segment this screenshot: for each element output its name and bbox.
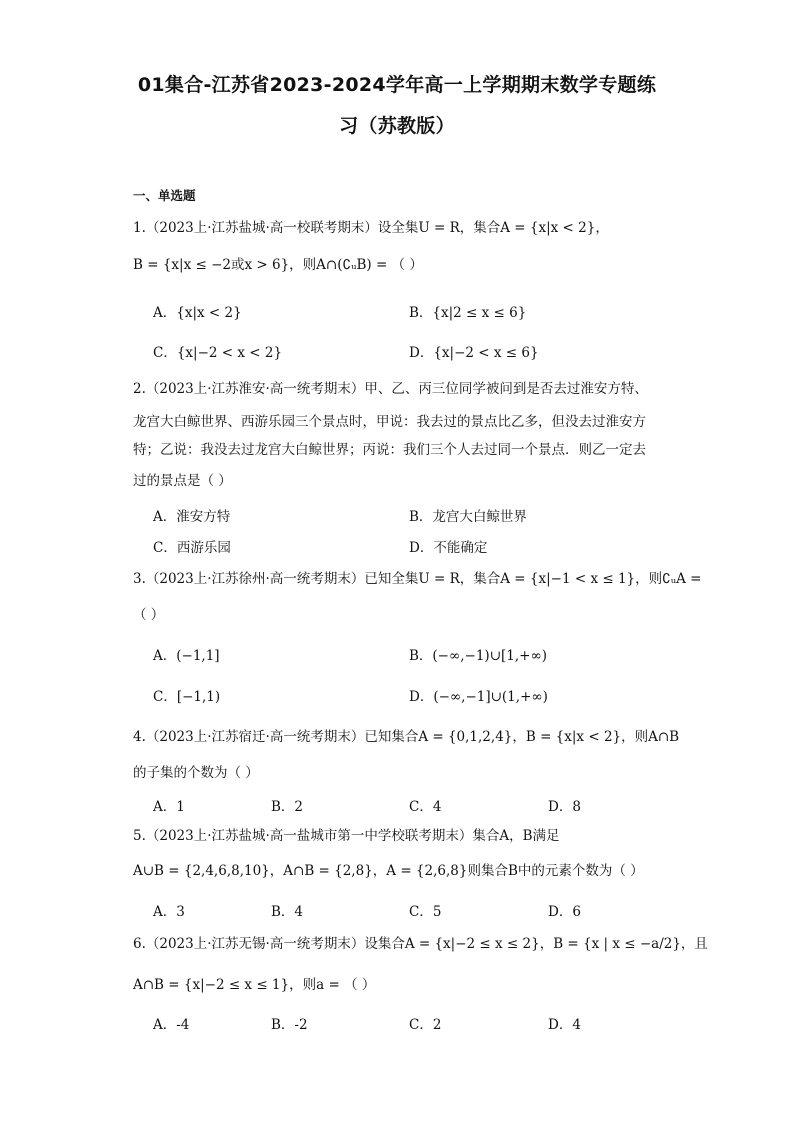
question-2-option-b: B．龙宫大白鲸世界	[409, 509, 527, 525]
question-1-line-2: B = {x|x ≤ −2或x > 6}，则A∩(∁ᵤB) = （ ）	[133, 257, 423, 273]
question-4-option-c: C．4	[409, 799, 442, 815]
question-6-option-c: C．2	[409, 1017, 442, 1033]
question-2-option-c: C．西游乐园	[153, 540, 231, 556]
question-4-line-2: 的子集的个数为（ ）	[133, 765, 259, 781]
question-4-option-a: A．1	[153, 799, 185, 815]
question-4-option-d: D．8	[548, 799, 581, 815]
question-2-line-3: 特；乙说：我没去过龙宫大白鲸世界；丙说：我们三个人去过同一个景点．则乙一定去	[133, 442, 646, 458]
question-4-option-b: B．2	[271, 799, 304, 815]
question-5-line-1: 5.（2023上·江苏盐城·高一盐城市第一中学校联考期末）集合A，B满足	[133, 828, 560, 844]
question-5-option-a: A．3	[153, 904, 185, 920]
question-1-option-d: D．{x|−2 < x ≤ 6}	[409, 345, 539, 361]
question-1-line-1: 1.（2023上·江苏盐城·高一校联考期末）设全集U = R，集合A = {x|x < 2}，	[133, 220, 609, 236]
question-3-line-2: （ ）	[133, 607, 165, 623]
question-2-line-4: 过的景点是（ ）	[133, 473, 232, 489]
question-3-option-a: A．(−1,1]	[153, 648, 220, 664]
question-2-line-1: 2.（2023上·江苏淮安·高一统考期末）甲、乙、丙三位同学被问到是否去过淮安方特、	[133, 381, 648, 397]
document-title-line-2: 习（苏教版）	[339, 115, 455, 137]
question-2-option-d: D．不能确定	[409, 540, 488, 556]
question-2-option-a: A．淮安方特	[153, 509, 231, 525]
question-2-line-2: 龙宫大白鲸世界、西游乐园三个景点时，甲说：我去过的景点比乙多，但没去过淮安方	[133, 414, 646, 430]
question-6-line-2: A∩B = {x|−2 ≤ x ≤ 1}，则a = （ ）	[133, 977, 376, 993]
question-5-line-2: A∪B = {2,4,6,8,10}，A∩B = {2,8}，A = {2,6,8}则集合B中的元素个数为（ ）	[133, 863, 644, 879]
question-3-option-c: C．[−1,1)	[153, 689, 221, 705]
question-3-option-d: D．(−∞,−1]∪(1,+∞)	[409, 689, 548, 705]
question-1-option-a: A．{x|x < 2}	[153, 305, 242, 321]
question-1-option-b: B．{x|2 ≤ x ≤ 6}	[409, 305, 527, 321]
section-heading: 一、单选题	[133, 188, 196, 203]
question-1-option-c: C．{x|−2 < x < 2}	[153, 345, 283, 361]
question-6-option-d: D．4	[548, 1017, 581, 1033]
question-4-line-1: 4.（2023上·江苏宿迁·高一统考期末）已知集合A = {0,1,2,4}，B = {x|x < 2}，则A∩B	[133, 729, 680, 745]
question-3-option-b: B．(−∞,−1)∪[1,+∞)	[409, 648, 547, 664]
question-6-line-1: 6.（2023上·江苏无锡·高一统考期末）设集合A = {x|−2 ≤ x ≤ 2}，B = {x | x ≤ −a/2}，且	[133, 936, 708, 952]
question-5-option-c: C．5	[409, 904, 442, 920]
question-6-option-a: A．-4	[153, 1017, 190, 1033]
question-3-line-1: 3.（2023上·江苏徐州·高一统考期末）已知全集U = R，集合A = {x|−1 < x ≤ 1}，则∁ᵤA =	[133, 571, 702, 587]
question-5-option-b: B．4	[271, 904, 304, 920]
question-6-option-b: B．-2	[271, 1017, 308, 1033]
question-5-option-d: D．6	[548, 904, 581, 920]
document-title-line-1: 01集合-江苏省2023-2024学年高一上学期期末数学专题练	[137, 74, 657, 96]
